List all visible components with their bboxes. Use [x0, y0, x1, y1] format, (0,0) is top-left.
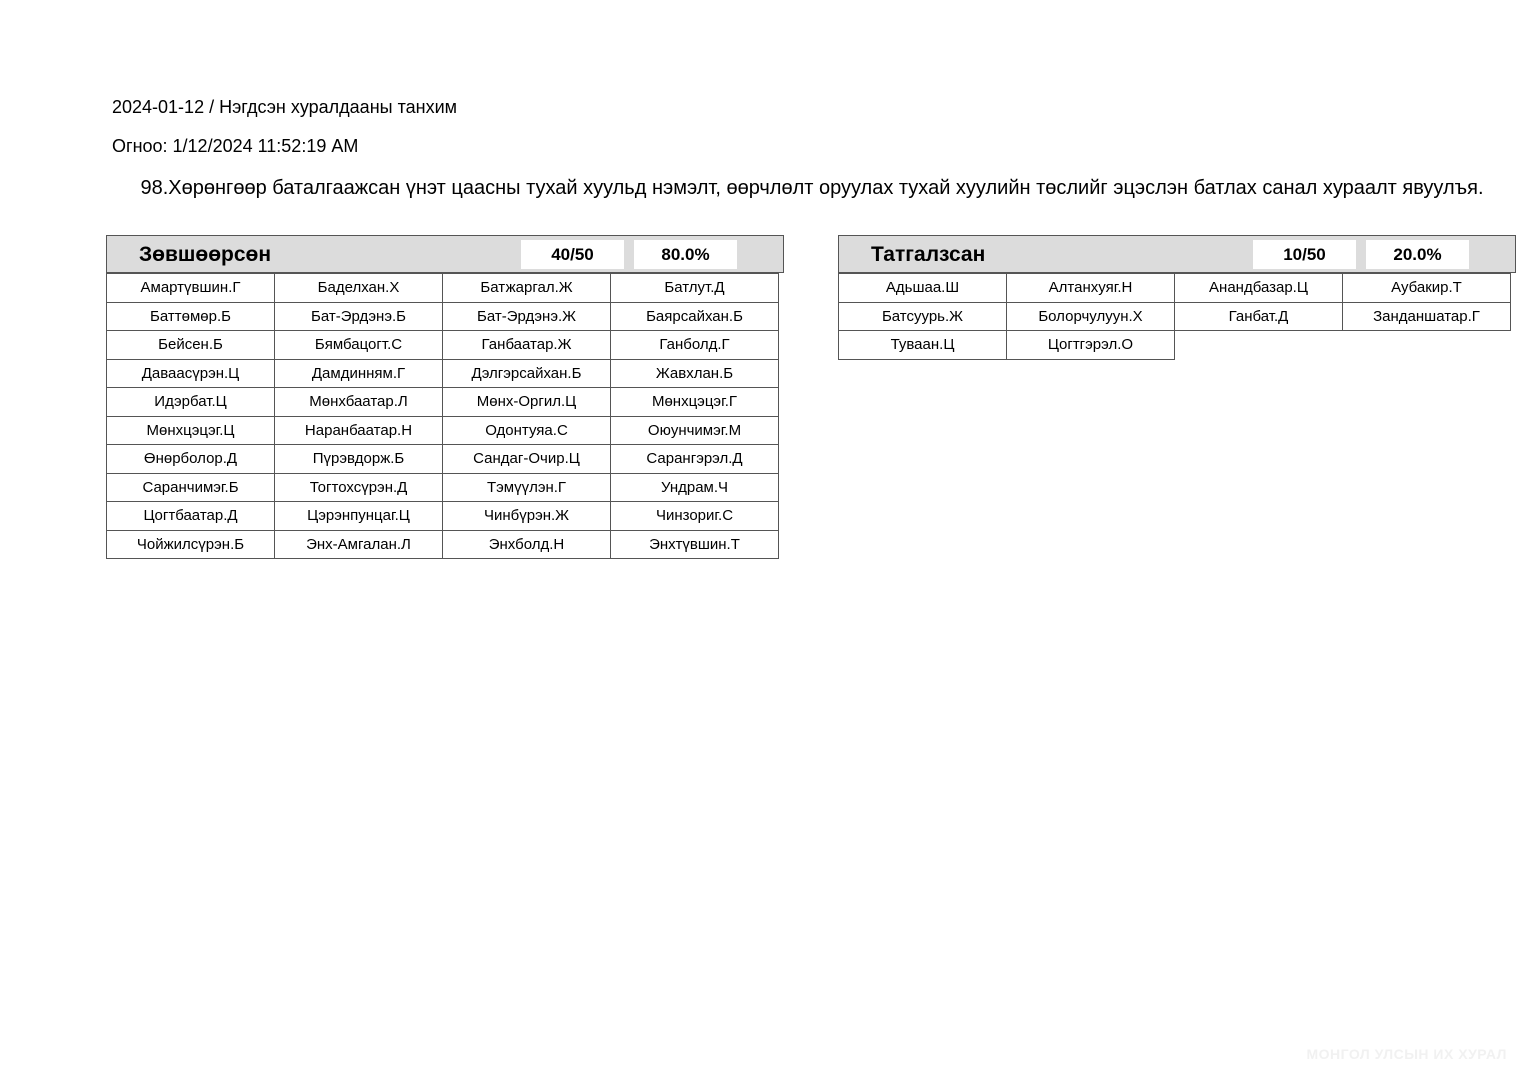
member-name-cell: Бейсен.Б [107, 331, 275, 360]
member-name-cell: Аубакир.Т [1343, 274, 1511, 303]
vote-title: 98.Хөрөнгөөр баталгаажсан үнэт цаасны тухай хуульд нэмэлт, өөрчлөлт оруулах тухай хуулийн төслийг эцэслэн батлах санал хураалт явуулъя. [140, 177, 1484, 199]
member-name-cell: Цогтгэрэл.О [1007, 331, 1175, 360]
approved-header [106, 235, 784, 273]
date-line: Огноо: 1/12/2024 11:52:19 AM [112, 136, 359, 156]
approved-panel [106, 235, 784, 559]
table-row [107, 502, 779, 531]
member-name-cell: Энхтүвшин.Т [611, 530, 779, 559]
watermark: МОНГОЛ УЛСЫН ИХ ХУРАЛ [1306, 1046, 1507, 1062]
member-name-cell: Занданшатар.Г [1343, 302, 1511, 331]
member-name-cell: Мөнх-Оргил.Ц [443, 388, 611, 417]
member-name-cell: Баярсайхан.Б [611, 302, 779, 331]
member-name-cell: Сарангэрэл.Д [611, 445, 779, 474]
member-name-cell: Бямбацогт.С [275, 331, 443, 360]
rejected-names-table [838, 273, 1511, 360]
table-row [107, 445, 779, 474]
member-name-cell: Даваасүрэн.Ц [107, 359, 275, 388]
table-row [107, 274, 779, 303]
member-name-cell: Одонтуяа.С [443, 416, 611, 445]
member-name-cell: Сандаг-Очир.Ц [443, 445, 611, 474]
member-name-cell: Пүрэвдорж.Б [275, 445, 443, 474]
member-name-cell: Ганбат.Д [1175, 302, 1343, 331]
member-name-cell: Ундрам.Ч [611, 473, 779, 502]
approved-percent: 80.0% [634, 240, 737, 269]
member-name-cell: Анандбазар.Ц [1175, 274, 1343, 303]
member-name-cell: Чинбүрэн.Ж [443, 502, 611, 531]
member-name-cell: Идэрбат.Ц [107, 388, 275, 417]
table-row [107, 359, 779, 388]
member-name-cell: Баделхан.Х [275, 274, 443, 303]
rejected-count: 10/50 [1253, 240, 1356, 269]
member-name-cell: Батлут.Д [611, 274, 779, 303]
member-name-cell: Алтанхуяг.Н [1007, 274, 1175, 303]
member-name-cell: Наранбаатар.Н [275, 416, 443, 445]
member-name-cell: Батсуурь.Ж [839, 302, 1007, 331]
member-name-cell: Энх-Амгалан.Л [275, 530, 443, 559]
rejected-panel [838, 235, 1516, 360]
member-name-cell: Жавхлан.Б [611, 359, 779, 388]
member-name-cell: Мөнхбаатар.Л [275, 388, 443, 417]
approved-label: Зөвшөөрсөн [139, 243, 272, 266]
member-name-cell: Цогтбаатар.Д [107, 502, 275, 531]
member-name-cell: Бат-Эрдэнэ.Б [275, 302, 443, 331]
table-row [107, 302, 779, 331]
table-row [107, 388, 779, 417]
member-name-cell: Өнөрболор.Д [107, 445, 275, 474]
member-name-cell: Батжаргал.Ж [443, 274, 611, 303]
member-name-cell: Тэмүүлэн.Г [443, 473, 611, 502]
member-name-cell: Ганбаатар.Ж [443, 331, 611, 360]
table-row [839, 302, 1511, 331]
member-name-cell: Баттөмөр.Б [107, 302, 275, 331]
table-row [107, 530, 779, 559]
table-row [107, 416, 779, 445]
member-name-cell: Амартүвшин.Г [107, 274, 275, 303]
member-name-cell: Мөнхцэцэг.Ц [107, 416, 275, 445]
member-name-cell: Тогтохсүрэн.Д [275, 473, 443, 502]
member-name-cell: Туваан.Ц [839, 331, 1007, 360]
session-header: 2024-01-12 / Нэгдсэн хуралдааны танхим [112, 97, 457, 117]
table-row [839, 274, 1511, 303]
rejected-header [838, 235, 1516, 273]
rejected-percent: 20.0% [1366, 240, 1469, 269]
member-name-cell: Бат-Эрдэнэ.Ж [443, 302, 611, 331]
member-name-cell: Чойжилсүрэн.Б [107, 530, 275, 559]
table-row [107, 331, 779, 360]
member-name-cell: Оюунчимэг.М [611, 416, 779, 445]
member-name-cell: Мөнхцэцэг.Г [611, 388, 779, 417]
member-name-cell: Саранчимэг.Б [107, 473, 275, 502]
member-name-cell: Болорчулуун.Х [1007, 302, 1175, 331]
member-name-cell: Ганболд.Г [611, 331, 779, 360]
approved-count: 40/50 [521, 240, 624, 269]
member-name-cell: Цэрэнпунцаг.Ц [275, 502, 443, 531]
table-row [107, 473, 779, 502]
member-name-cell: Чинзориг.С [611, 502, 779, 531]
member-name-cell: Дамдинням.Г [275, 359, 443, 388]
rejected-label: Татгалзсан [871, 243, 986, 266]
approved-names-table [106, 273, 779, 559]
member-name-cell: Энхболд.Н [443, 530, 611, 559]
member-name-cell: Дэлгэрсайхан.Б [443, 359, 611, 388]
table-row [839, 331, 1511, 360]
member-name-cell: Адьшаа.Ш [839, 274, 1007, 303]
